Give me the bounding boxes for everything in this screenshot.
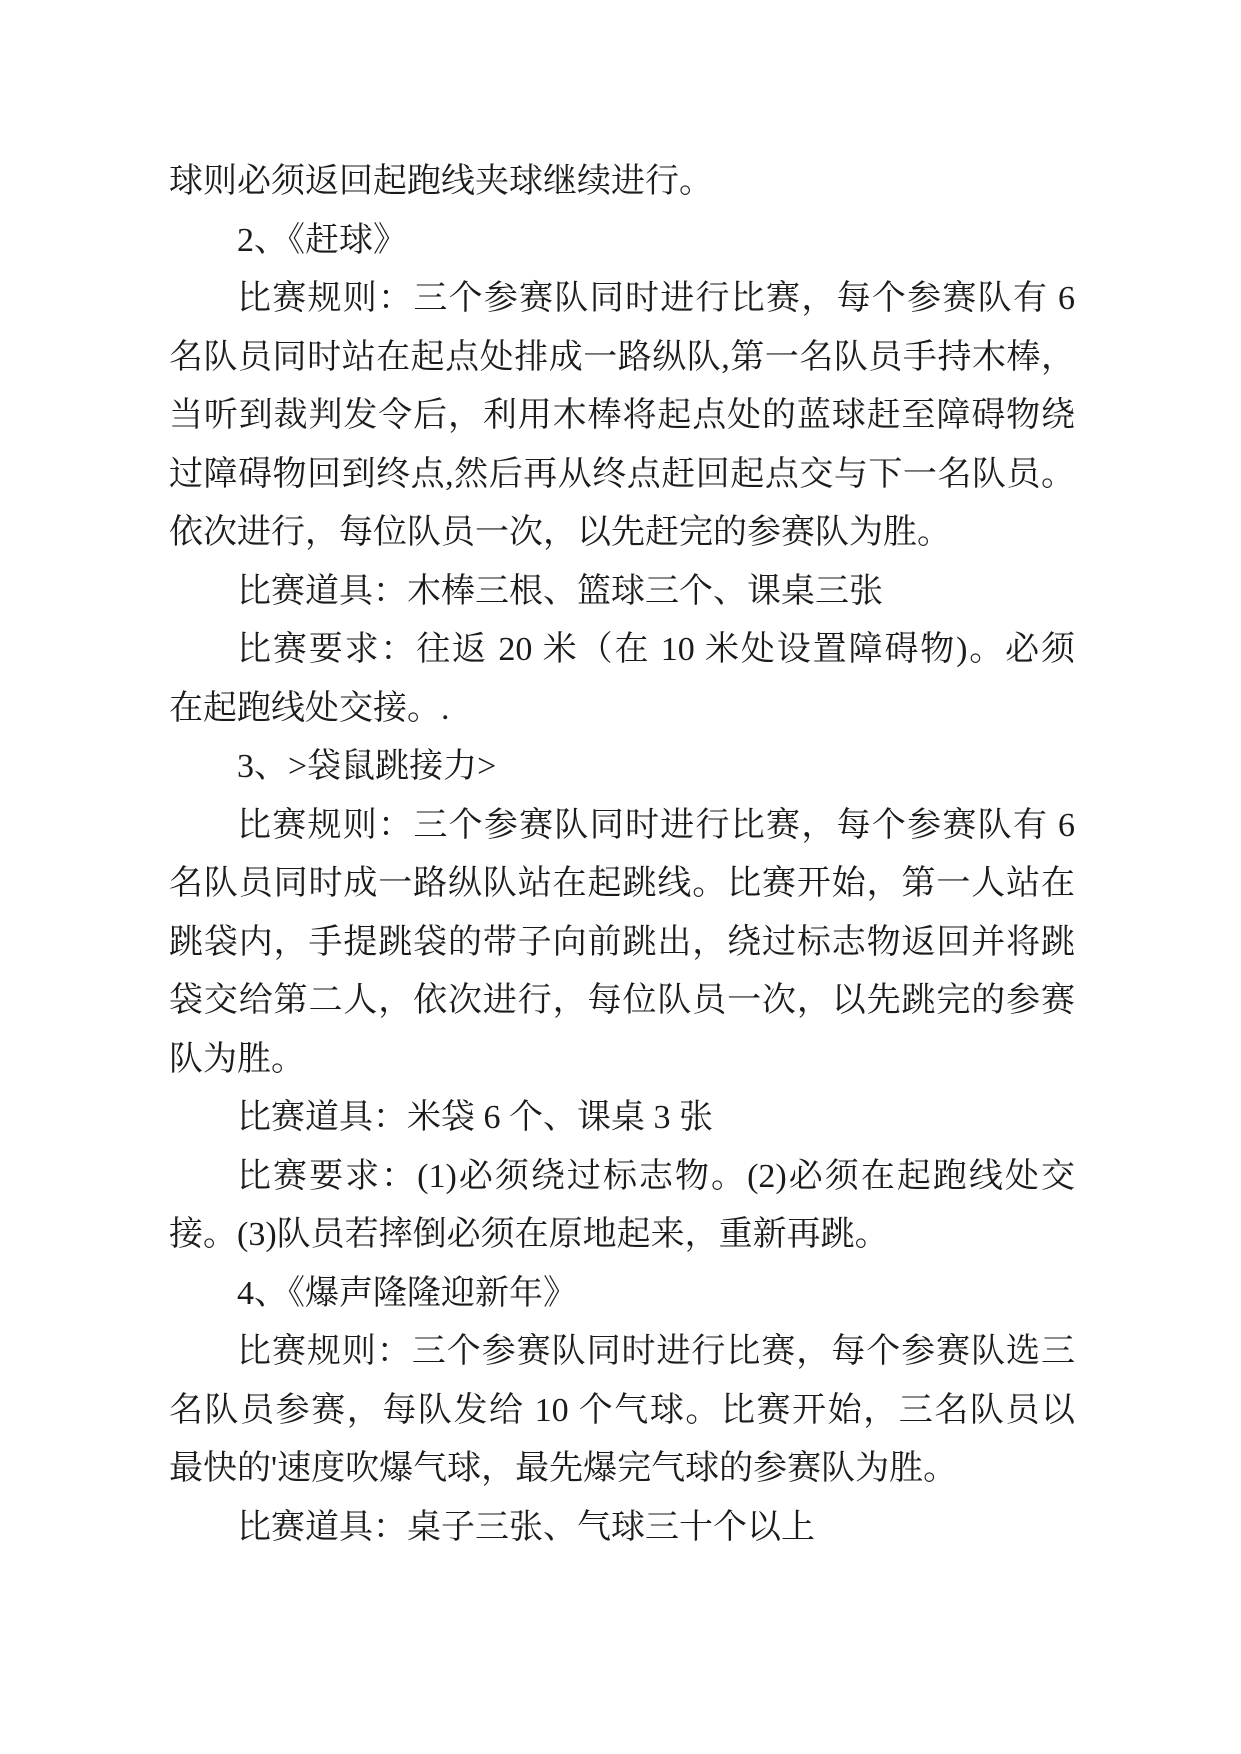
text-line: 比赛规则：三个参赛队同时进行比赛，每个参赛队有 6 [237, 806, 1075, 844]
text-line: 比赛道具：桌子三张、气球三十个以上 [237, 1508, 815, 1546]
text-line: 队为胜。 [169, 1040, 305, 1078]
text-line: 跳袋内，手提跳袋的带子向前跳出，绕过标志物返回并将跳 [169, 923, 1075, 961]
heading-line: 4、《爆声隆隆迎新年》 [237, 1274, 577, 1312]
text-line: 比赛规则：三个参赛队同时进行比赛，每个参赛队有 6 [237, 280, 1075, 317]
heading-line: 3、>袋鼠跳接力> [237, 748, 497, 785]
text-line: 名队员参赛，每队发给 10 个气球。比赛开始，三名队员以 [169, 1391, 1075, 1429]
text-line: 依次进行，每位队员一次，以先赶完的参赛队为胜。 [169, 514, 951, 551]
text-line: 比赛要求：往返 20 米（在 10 米处设置障碍物)。必须 [237, 631, 1075, 668]
text-line: 名队员同时成一路纵队站在起跳线。比赛开始，第一人站在 [169, 865, 1075, 902]
text-line: 最快的'速度吹爆气球，最先爆完气球的参赛队为胜。 [169, 1450, 958, 1487]
text-line: 过障碍物回到终点,然后再从终点赶回起点交与下一名队员。 [169, 455, 1075, 493]
text-line: 比赛道具：木棒三根、篮球三个、课桌三张 [237, 572, 883, 610]
text-line: 当听到裁判发令后，利用木棒将起点处的蓝球赶至障碍物绕 [169, 397, 1075, 434]
text-line: 在起跑线处交接。. [169, 689, 450, 727]
text-line: 比赛道具：米袋 6 个、课桌 3 张 [237, 1099, 713, 1136]
heading-line: 2、《赶球》 [237, 221, 407, 259]
document-body [169, 153, 1075, 1557]
text-line: 球则必须返回起跑线夹球继续进行。 [169, 163, 713, 200]
text-line: 比赛规则：三个参赛队同时进行比赛，每个参赛队选三 [237, 1333, 1075, 1370]
text-line: 袋交给第二人，依次进行，每位队员一次，以先跳完的参赛 [169, 982, 1075, 1019]
text-line: 接。(3)队员若摔倒必须在原地起来，重新再跳。 [169, 1216, 889, 1253]
text-line: 名队员同时站在起点处排成一路纵队,第一名队员手持木棒， [169, 338, 1075, 376]
text-line: 比赛要求：(1)必须绕过标志物。(2)必须在起跑线处交 [237, 1157, 1075, 1195]
